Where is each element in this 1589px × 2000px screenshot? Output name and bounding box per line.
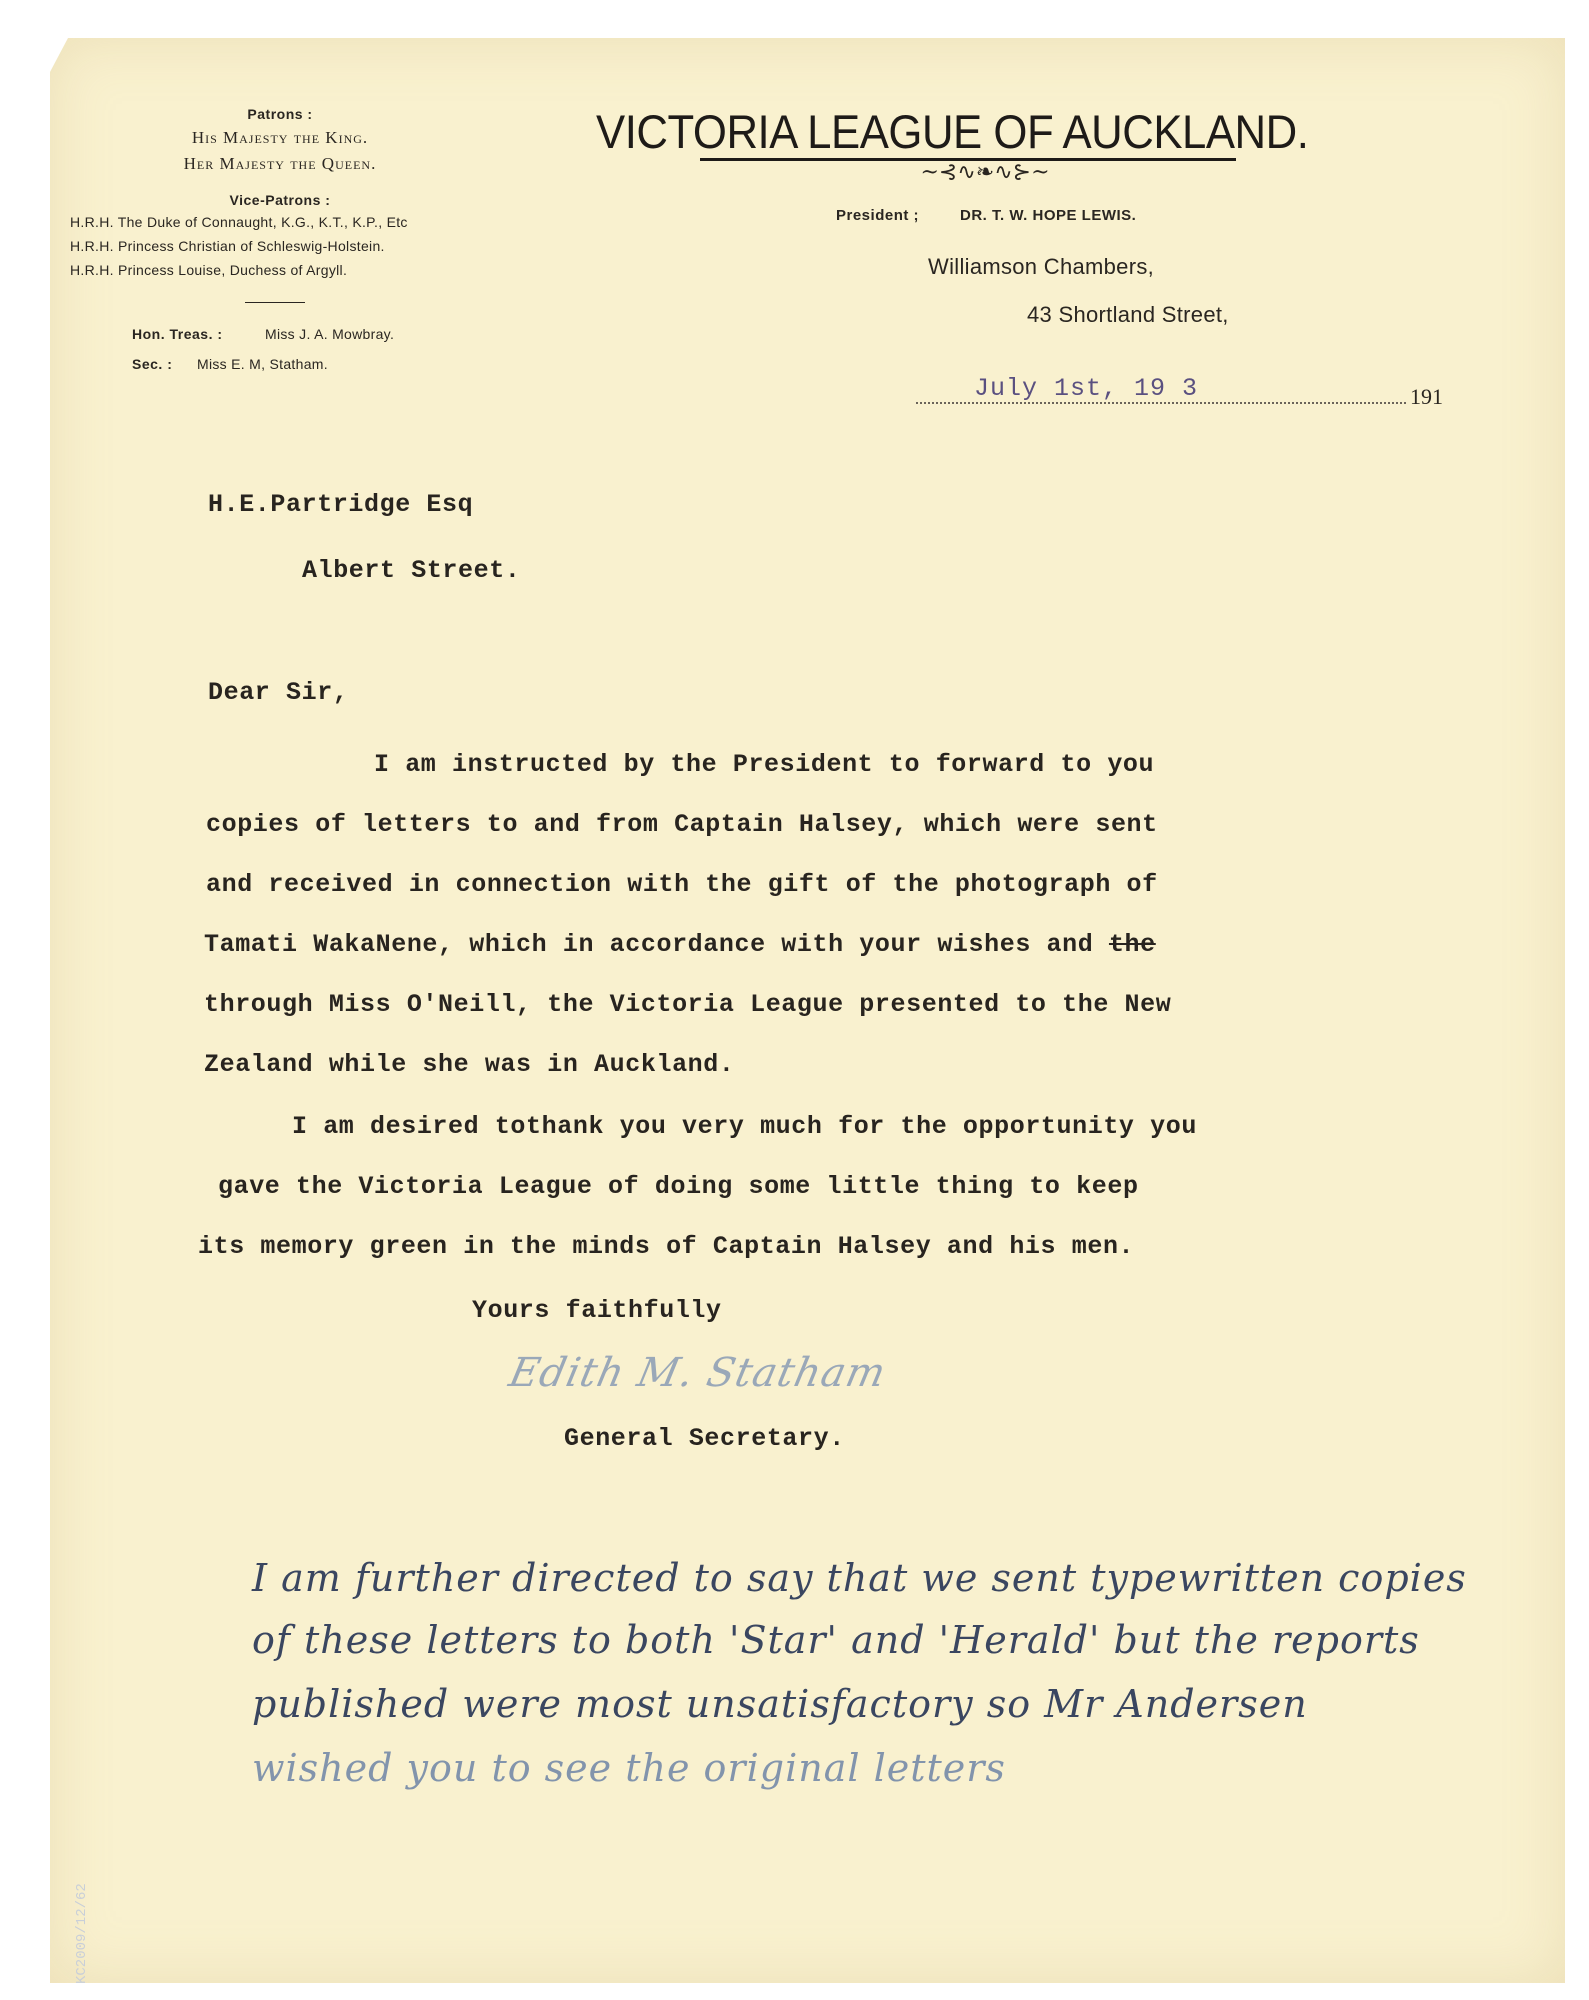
para1-line4-text: Tamati WakaNene, which in accordance with your wishes and [204,930,1109,959]
patrons-label: Patrons : [247,106,313,122]
organisation-title: VICTORIA LEAGUE OF AUCKLAND. [596,105,1309,158]
para1-line5: through Miss O'Neill, the Victoria League presented to the New [204,990,1172,1019]
recipient-name: H.E.Partridge Esq [208,490,474,519]
para1-line3: and received in connection with the gift of the photograph of [206,870,1158,899]
secretary-label: Sec. : [132,356,173,372]
note-line3: published were most unsatisfactory so Mr Andersen [252,1682,1308,1726]
note-line4: wished you to see the original letters [252,1746,1006,1790]
para1-line4 [204,930,1156,959]
para2-line2: gave the Victoria League of doing some little thing to keep [218,1172,1139,1201]
treasurer-label: Hon. Treas. : [132,326,223,342]
sign-title: General Secretary. [564,1424,845,1453]
recipient-street: Albert Street. [302,556,521,585]
para1-line2: copies of letters to and from Captain Halsey, which were sent [206,810,1158,839]
note-line2: of these letters to both 'Star' and 'Herald' but the reports [252,1618,1420,1662]
para1-line1: I am instructed by the President to forward to you [374,750,1155,779]
para1-line6: Zealand while she was in Auckland. [204,1050,735,1079]
salutation: Dear Sir, [208,678,349,707]
vice-patron-connaught: H.R.H. The Duke of Connaught, K.G., K.T., K.P., Etc [70,214,408,230]
title-ornament: ~⊰∿❧∿⊱~ [920,160,1050,185]
date-typed: July 1st, 19 3 [974,374,1199,403]
signature: Edith M. Statham [505,1350,891,1396]
officers-divider [245,302,305,303]
address-line1: Williamson Chambers, [928,254,1155,279]
para2-line3: its memory green in the minds of Captain Halsey and his men. [198,1232,1135,1261]
president-name: DR. T. W. HOPE LEWIS. [960,207,1137,224]
secretary-name: Miss E. M, Statham. [197,356,328,372]
date-printed-year: 191 [1410,384,1443,409]
patron-king: His Majesty the King. [191,128,369,147]
president-label: President ; [836,207,920,224]
para2-line1: I am desired tothank you very much for the opportunity you [292,1112,1197,1141]
archive-reference: KC2009/12/62 [74,1883,90,1984]
address-line2: 43 Shortland Street, [1027,302,1229,327]
vice-patron-louise: H.R.H. Princess Louise, Duchess of Argyll. [70,262,348,278]
closing: Yours faithfully [472,1296,722,1325]
vice-patron-christian: H.R.H. Princess Christian of Schleswig-Holstein. [70,238,385,254]
vice-patrons-label: Vice-Patrons : [229,192,331,208]
torn-corner [50,38,68,72]
note-line1: I am further directed to say that we sent typewritten copies [252,1556,1467,1600]
patron-queen: Her Majesty the Queen. [183,154,377,173]
treasurer-name: Miss J. A. Mowbray. [265,326,395,342]
struck-word: the [1108,930,1156,959]
